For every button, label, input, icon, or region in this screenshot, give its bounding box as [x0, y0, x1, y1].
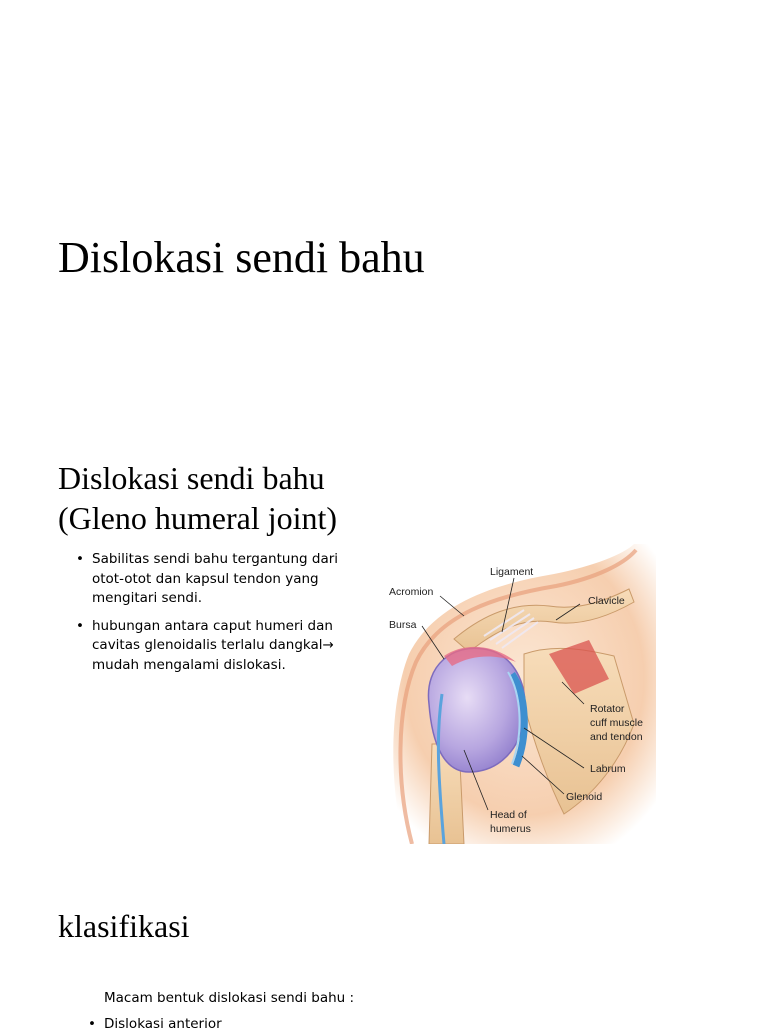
- slide-title: [58, 458, 337, 538]
- bullet-item: • Dislokasi anterior: [88, 1016, 222, 1032]
- label-clavicle: Clavicle: [588, 595, 625, 607]
- label-rotator-line2: cuff muscle: [590, 717, 643, 729]
- label-ligament: Ligament: [490, 566, 534, 578]
- label-glenoid: Glenoid: [566, 791, 603, 803]
- label-head-line2: humerus: [490, 823, 531, 835]
- label-head-line1: Head of: [490, 809, 527, 821]
- title-line-1: Dislokasi sendi bahu: [58, 460, 325, 496]
- title-line-2: (Gleno humeral joint): [58, 500, 338, 536]
- bullet-item: • Sabilitas sendi bahu tergantung dari otot-otot dan kapsul tendon yang mengitari sendi.: [76, 550, 366, 609]
- bullet-list: [76, 550, 366, 683]
- label-bursa: Bursa: [389, 619, 417, 631]
- label-labrum: Labrum: [590, 763, 626, 775]
- label-rotator-line3: and tendon: [590, 731, 643, 743]
- shoulder-anatomy-illustration: [384, 544, 656, 844]
- subtitle: Macam bentuk dislokasi sendi bahu :: [104, 990, 355, 1006]
- label-rotator-line1: Rotator: [590, 703, 625, 715]
- slide-title: Dislokasi sendi bahu: [58, 233, 425, 282]
- bullet-item: • hubungan antara caput humeri dan cavitas glenoidalis terlalu dangkal→ mudah mengalami dislokasi.: [76, 617, 366, 676]
- label-acromion: Acromion: [389, 586, 434, 598]
- slide-title: klasifikasi: [58, 908, 190, 944]
- slide-1: [0, 0, 768, 410]
